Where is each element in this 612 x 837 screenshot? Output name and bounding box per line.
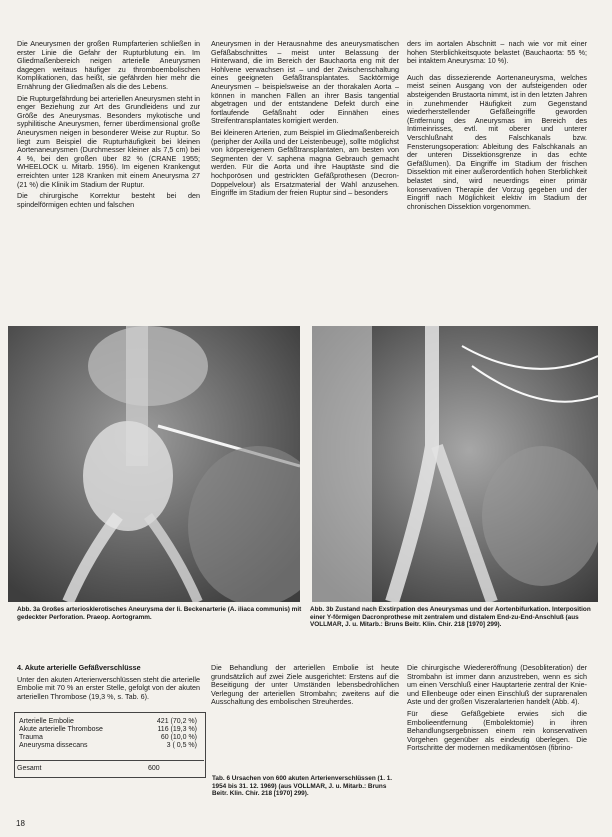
paragraph: Bei kleineren Arterien, zum Beispiel im Gliedmaßenbereich (peripher der Axilla und der Leistenbeuge), sollte möglichst von körpereigenem Gefäßtransplantaten, am besten von Segmenten der V. saphena magna Gebrauch gemacht werden. Für die Aorta und ihre Hauptäste sind die hochporösen und gestrickten Gefäßprothesen (Decron-Doppelvelour) als Ersatzmaterial der Wahl anzusehen. Eingriffe im Stadium der freien Ruptur sind – besonders (211, 127, 399, 198)
figure-3a-caption: Abb. 3a Großes arteriosklerotisches Aneurysma der li. Beckenarterie (A. iliaca communis) mit gedeckter Perforation. Praeop. Aortogramm. (17, 606, 302, 621)
table-cell: 3 ( 0,5 %) (166, 742, 197, 749)
table-total-value: 600 (148, 765, 160, 772)
column-2 (211, 40, 399, 201)
column-1 (17, 40, 200, 212)
causes-table (17, 718, 199, 750)
paragraph: Auch das dissezierende Aortenaneurysma, welches meist seinen Ausgang von der aufsteigenden oder absteigenden Brustaorta nimmt, ist in den letzten Jahren in zunehmender Häufigkeit zum Gegenstand wiederherstellender Gefäßeingriffe geworden (Entfernung des Aneurysmas im Bereich des Intimeinrisses, evtl. mit oberer und unterer Verschlußnaht des Falschkanals bzw. Fensterungsoperation: Ableitung des Falschkanals an der unteren Dissektionsgrenze in das echte Gefäßlumen). Da Eingriffe im Stadium der frischen Dissektion mit einer außerordentlich hohen Sterblichkeit belastet sind, wird neuerdings einer primär konservativen Therapie der Vorzug gegeben und der Eingriff nach Möglichkeit elektiv im Stadium der chronischen Dissektion vorgenommen. (407, 72, 587, 211)
table-cell: 116 (19,3 %) (157, 726, 197, 733)
table-cell: Trauma (19, 734, 43, 741)
paragraph: Die chirurgische Wiedereröffnung (Desobliteration) der Strombahn ist immer dann anzustreben, wenn es sich um einen Verschluß einer Hauptarterie zentral der Knie- und Ellenbeuge oder einen Einschluß der suprarenalen Aste und der großen Viszeralarterien handelt (Abb. 4). (407, 663, 587, 707)
table-row (17, 742, 199, 750)
column-3 (407, 40, 587, 214)
table-cell: Akute arterielle Thrombose (19, 726, 103, 733)
table-total-label: Gesamt (17, 765, 42, 772)
paragraph: ders im aortalen Abschnitt – nach wie vor mit einer hohen Sterblichkeitsquote belastet (Bauchaorta: 55 %; bei intaktem Aneurysma: 10 %). (407, 39, 587, 66)
page-number: 18 (16, 819, 25, 828)
table-cell: Arterielle Embolie (19, 718, 74, 725)
paragraph: Aneurysmen in der Herausnahme des aneurysmatischen Gefäßabschnittes – meist unter Belassung der Hinterwand, die im Bereich der Bauchaorta eng mit der Hohlvene verwachsen ist – und der Zwischenschaltung eines geeigneten Gefäßtransplantates. Sacktörmige Aneurysmen – beispielsweise an der thorakalen Aorta – können in manchen Fällen an ihrer Basis tangential abgetragen und der entstandene Defekt durch eine fortlaufende Gefäßnaht oder Einnähen eines Streifentransplantates korrigiert werden. (211, 39, 399, 126)
paragraph: Die Rupturgefährdung bei arteriellen Aneurysmen steht in enger Beziehung zur Art des Grundleidens und zur Größe des Aneurysmas. Besonders mykotische und syphilitische Aneurysmen, ferner überdimensional große Aneurysmen neigen in besonderer Weise zur Ruptur. So liegt zum Beispiel die Rupturhäufigkeit bei kleinen Aortenaneurysmen (Durchmesser kleiner als 7,5 cm) bei 4 %, bei den großen über 82 % (CRANE 1955; WHEELOCK u. Mitarb. 1956). Im eigenen Krankengut erreichten unter 128 Kranken mit einem Aneurysma 27 (21 %) die Klinik im Stadium der Ruptur. (17, 93, 200, 189)
figure-3b (312, 326, 598, 602)
xray-image-3b (312, 326, 598, 602)
table-cell: 421 (70,2 %) (156, 718, 197, 725)
column-1-lower (17, 664, 200, 704)
table-row (17, 726, 199, 734)
column-2-lower (211, 664, 399, 710)
table-total-row (17, 765, 199, 772)
paragraph: Unter den akuten Arterienverschlüssen steht die arterielle Embolie mit 70 % an erster Stelle, gefolgt von der akuten arteriellen Thrombose (19,3 %, s. Tab. 6). (17, 674, 200, 701)
figure-3b-caption: Abb. 3b Zustand nach Exstirpation des Aneurysmas und der Aortenbifurkation. Interposition einer Y-förmigen Dacronprothese mit zentralem und distalem End-zu-End-Anschluß (aus VOLLMAR, J. u. Mitarb.: Bruns Beitr. Klin. Chir. 218 [1970] 299). (310, 606, 591, 629)
paragraph: Die Aneurysmen der großen Rumpfarterien schließen in erster Linie die Gefahr der Rupturblutung ein. Im Gliedmaßenbereich neigen arterielle Aneurysmen dagegen weitaus häufiger zu thromboembolischen Komplikationen, das heißt, sie gefährden hier mehr die Ernährung der Gliedmaßen als die des Lebens. (17, 39, 200, 91)
table-caption: Tab. 6 Ursachen von 600 akuten Arterienverschlüssen (1. 1. 1954 bis 31. 12. 1969) (aus VOLLMAR, J. u. Mitarb.: Bruns Beitr. Klin. Chir. 218 [1970] 299). (212, 775, 393, 798)
table-divider (14, 760, 204, 761)
table-cell: 60 (10,0 %) (160, 734, 197, 741)
paragraph: Die Behandlung der arteriellen Embolie ist heute grundsätzlich auf zwei Ziele ausgerichtet: Erstens auf die Beseitigung der unter Umständen lebensbedrohlichen Verlegung der arteriellen Strombahn; zweitens auf die Ausschaltung des embolischen Streuherdes. (211, 663, 399, 707)
table-row (17, 734, 199, 742)
figure-3a (8, 326, 300, 602)
section-heading: 4. Akute arterielle Gefäßverschlüsse (17, 663, 141, 672)
column-3-lower (407, 664, 587, 756)
xray-image-3a (8, 326, 300, 602)
table-row (17, 718, 199, 726)
paragraph: Die chirurgische Korrektur besteht bei den spindelförmigen echten und falschen (17, 191, 200, 209)
paragraph: Für diese Gefäßgebiete erwies sich die Embolieentfernung (Embolektomie) in ihren Behandlungsergebnissen einem rein konservativen Vorgehen gegenüber als eindeutig überlegen. Die Fortschritte der modernen medikamentösen (fibrino- (407, 708, 587, 753)
table-cell: Aneurysma dissecans (19, 742, 88, 749)
